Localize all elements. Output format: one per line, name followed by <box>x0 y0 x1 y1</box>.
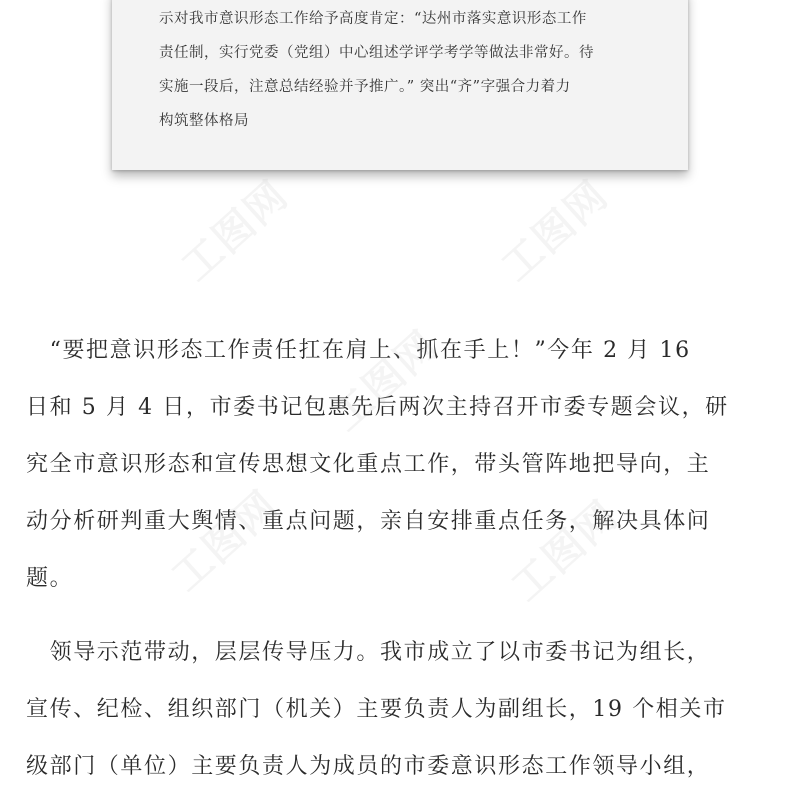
watermark: 工图网 <box>503 491 628 611</box>
article-body <box>26 322 776 795</box>
watermark: 工图网 <box>173 171 298 291</box>
paragraph-line: 级部门（单位）主要负责人为成员的市委意识形态工作领导小组， <box>26 754 711 779</box>
paragraph-line: 动分析研判重大舆情、重点问题，亲自安排重点任务，解决具体问 <box>26 509 711 534</box>
quote-card <box>112 0 688 170</box>
paragraph-line: 究全市意识形态和宣传思想文化重点工作，带头管阵地把导向，主 <box>26 452 711 477</box>
paragraph-line: 题。 <box>26 566 74 591</box>
quote-line: 实施一段后，注意总结经验并予推广。” 突出“齐”字强合力着力 <box>159 79 571 95</box>
paragraph-1 <box>26 322 776 607</box>
paragraph-line: “要把意识形态工作责任扛在肩上、抓在手上！”今年 2 月 16 <box>26 338 691 363</box>
paragraph-line: 领导示范带动，层层传导压力。我市成立了以市委书记为组长， <box>26 640 711 665</box>
watermark: 工图网 <box>323 321 448 441</box>
paragraph-2 <box>26 624 776 795</box>
quote-line: 示对我市意识形态工作给予高度肯定：“达州市落实意识形态工作 <box>159 11 587 27</box>
watermark: 工图网 <box>493 171 618 291</box>
quote-line: 责任制，实行党委（党组）中心组述学评学考学等做法非常好。待 <box>159 45 594 61</box>
paragraph-line: 日和 5 月 4 日，市委书记包惠先后两次主持召开市委专题会议，研 <box>26 395 729 420</box>
watermark: 工图网 <box>163 481 288 601</box>
paragraph-line: 宣传、纪检、组织部门（机关）主要负责人为副组长，19 个相关市 <box>26 697 727 722</box>
quote-line: 构筑整体格局 <box>159 113 249 129</box>
